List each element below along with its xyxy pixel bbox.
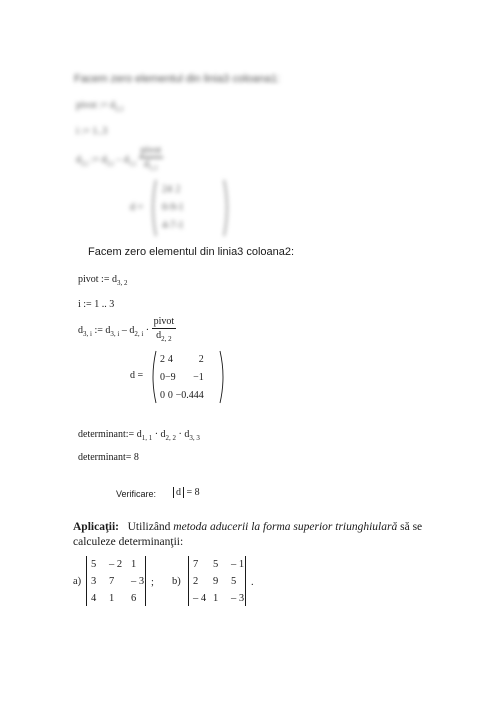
applications-paragraph: Aplicaţii: Utilizând metoda aducerii la forma superior triunghiulară să se calculeze determinanţii:: [73, 521, 423, 548]
blurred-d-label: d =: [130, 202, 144, 213]
blurred-range-line: i := 1..3: [76, 126, 108, 137]
matrix-cell: 2: [198, 353, 204, 365]
matrix-a: 5 – 2 1 3 7 – 3 4 1 6: [86, 556, 148, 608]
matrix-cell: 2: [160, 353, 165, 365]
matrix-cell: 0: [167, 389, 173, 401]
determinant-result: determinant= 8: [78, 452, 139, 463]
range-line: i := 1 .. 3: [78, 299, 115, 310]
matrix-cell: 0: [160, 371, 165, 383]
pivot-fraction: $\frac{\text{pivot}}{d_{2, 2}}$: [153, 316, 175, 343]
label-b: b): [172, 576, 181, 587]
blurred-assign-line: $d_{2,i}$ := $d_{2,i} - d_{1,i}$ $\frac{\text{pivot}}{d_{1,1}}$: [76, 145, 162, 172]
abs-det: d: [173, 487, 184, 498]
verify-label: Verificare:: [116, 489, 157, 499]
matrix-cell: −0.444: [175, 389, 204, 401]
matrix-cell: 0: [160, 389, 165, 401]
matrix-cell: −1: [193, 371, 204, 383]
pivot-line: pivot := $d_{3, 2}$: [78, 274, 128, 287]
verify-expression: d = 8: [173, 487, 200, 498]
matrix-a-right-bar: [145, 556, 146, 606]
d-label: d =: [130, 370, 144, 381]
blurred-pivot-line: pivot := $d_{2,1}$: [76, 100, 124, 113]
section-heading: Facem zero elementul din linia3 coloana2:: [88, 246, 295, 258]
matrix-cell: −9: [165, 371, 176, 383]
blurred-heading: Facem zero elementul din linia3 coloana1:: [74, 73, 281, 85]
separator: ;: [151, 577, 154, 588]
matrix-b: 7 5 – 1 2 9 5 – 4 1 – 3: [188, 556, 248, 608]
matrix-b-left-bar: [188, 556, 189, 606]
applications-title: Aplicaţii:: [73, 521, 119, 533]
matrix-a-left-bar: [86, 556, 87, 606]
label-a: a): [73, 576, 82, 587]
matrix-b-right-bar: [245, 556, 246, 606]
end-period: .: [251, 577, 254, 588]
determinant-definition: determinant:= $d_{1, 1} \cdot d_{2, 2} \cdot d_{3, 3}$: [78, 429, 200, 442]
assign-line: $d_{3, i}$ := $d_{3, i} - d_{2, i}$ · $\frac{\text{pivot}}{d_{2, 2}}$: [78, 316, 176, 346]
matrix-cell: 4: [167, 353, 173, 365]
